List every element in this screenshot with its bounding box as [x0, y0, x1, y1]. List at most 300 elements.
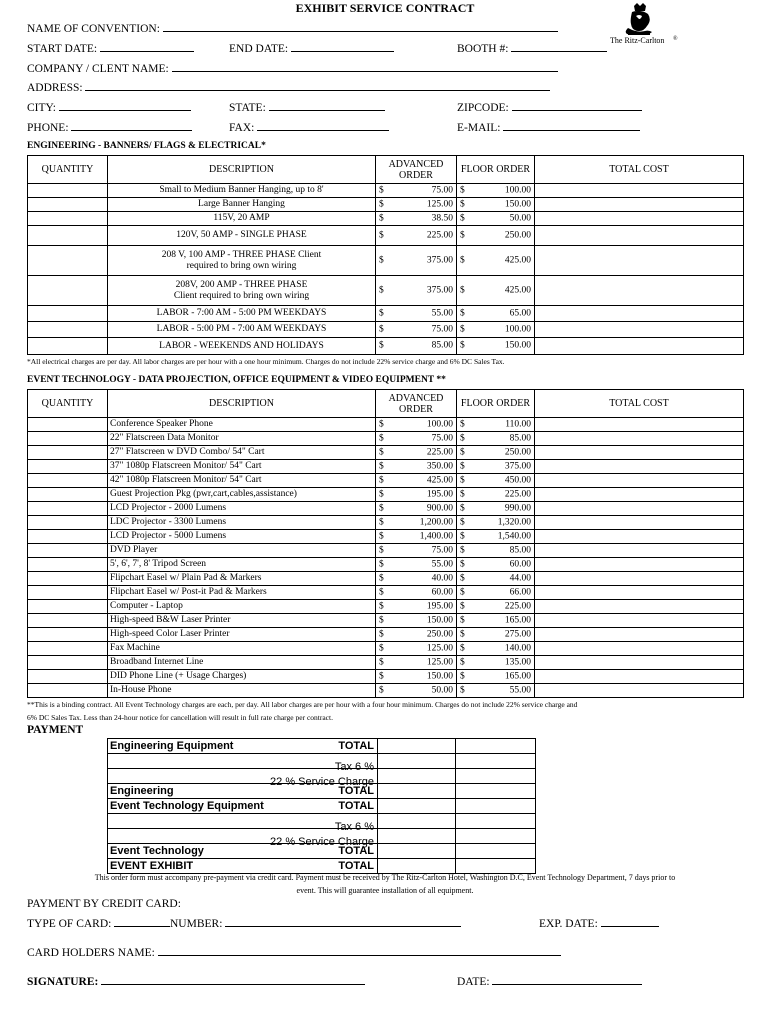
dollar-sign: $ [460, 615, 465, 625]
description-cell: LCD Projector - 5000 Lumens [108, 530, 376, 544]
quantity-cell[interactable] [28, 544, 108, 558]
company-label: COMPANY / CLENT NAME: [27, 63, 169, 75]
advanced-price-cell-value: 75.00 [431, 545, 453, 555]
quantity-cell[interactable] [28, 530, 108, 544]
dollar-sign: $ [379, 285, 384, 295]
quantity-cell[interactable] [28, 246, 108, 276]
engineering-row [28, 306, 744, 322]
quantity-header: QUANTITY [28, 156, 108, 184]
tech-row [28, 572, 744, 586]
description-cell [108, 198, 376, 212]
advanced-price-cell [376, 418, 457, 432]
total-cost-cell[interactable] [535, 614, 744, 628]
floor-price-cell [457, 572, 535, 586]
description-cell: Fax Machine [108, 642, 376, 656]
total-cost-cell[interactable] [535, 488, 744, 502]
total-cost-cell[interactable] [535, 572, 744, 586]
payment-row [108, 769, 536, 784]
dollar-sign: $ [379, 255, 384, 265]
engineering-header-row [28, 156, 744, 184]
payment-amount-cell[interactable] [378, 754, 456, 769]
floor-price-cell-value: 44.00 [509, 573, 531, 583]
payment-extra-cell[interactable] [456, 799, 536, 814]
floor-price-cell [457, 600, 535, 614]
quantity-cell[interactable] [28, 460, 108, 474]
dollar-sign: $ [379, 213, 384, 223]
card-type-input[interactable] [114, 915, 170, 927]
floor-price-cell-value: 165.00 [504, 615, 531, 625]
floor-price-cell-value: 100.00 [504, 185, 531, 195]
quantity-cell[interactable] [28, 322, 108, 338]
total-cost-cell[interactable] [535, 322, 744, 338]
floor-price-cell-value: 85.00 [509, 433, 531, 443]
payment-label-cell [108, 769, 378, 788]
description-line-1: LABOR - 5:00 PM - 7:00 AM WEEKDAYS [156, 324, 327, 334]
advanced-price-cell [376, 276, 457, 306]
email-input[interactable] [503, 119, 640, 131]
description-cell [108, 322, 376, 338]
total-cost-cell[interactable] [535, 586, 744, 600]
booth-label: BOOTH #: [457, 43, 509, 55]
floor-price-cell [457, 530, 535, 544]
total-cost-cell[interactable] [535, 558, 744, 572]
description-cell: 22" Flatscreen Data Monitor [108, 432, 376, 446]
quantity-cell[interactable] [28, 226, 108, 246]
zipcode-field[interactable] [457, 99, 642, 115]
total-cost-cell[interactable] [535, 418, 744, 432]
payment-extra-cell[interactable] [456, 784, 536, 799]
dollar-sign: $ [460, 601, 465, 611]
advanced-price-cell [376, 530, 457, 544]
payment-extra-cell[interactable] [456, 814, 536, 829]
advanced-price-cell-value: 55.00 [431, 559, 453, 569]
description-line-1: LABOR - 7:00 AM - 5:00 PM WEEKDAYS [156, 308, 327, 318]
payment-note-line-1: This order form must accompany pre-payment via credit card. Payment must be received by The Ritz-Carlton Hotel, Washington D.C, Event Technology Department, 7 days prior to [94, 873, 676, 882]
payment-row [108, 754, 536, 769]
floor-price-cell-value: 1,540.00 [497, 531, 531, 541]
tech-row [28, 432, 744, 446]
address-field[interactable] [27, 79, 550, 95]
dollar-sign: $ [379, 573, 384, 583]
dollar-sign: $ [460, 685, 465, 695]
tech-header-row [28, 390, 744, 418]
description-cell [108, 276, 376, 306]
convention-label: NAME OF CONVENTION: [27, 23, 160, 35]
booth-input[interactable] [511, 40, 607, 52]
advanced-price-cell-value: 125.00 [426, 643, 453, 653]
exp-date-label: EXP. DATE: [539, 918, 598, 930]
city-field[interactable] [27, 99, 191, 115]
payment-extra-cell[interactable] [456, 844, 536, 859]
fax-label: FAX: [229, 122, 255, 134]
payment-extra-cell[interactable] [456, 769, 536, 784]
quantity-cell[interactable] [28, 516, 108, 530]
floor-price-cell [457, 516, 535, 530]
payment-row [108, 844, 536, 859]
description-cell: High-speed Color Laser Printer [108, 628, 376, 642]
address-label: ADDRESS: [27, 82, 83, 94]
payment-extra-cell[interactable] [456, 754, 536, 769]
payment-line-type: TOTAL [338, 740, 374, 752]
description-line-1: 208 V, 100 AMP - THREE PHASE Client [161, 249, 322, 260]
floor-price-cell [457, 246, 535, 276]
description-header: DESCRIPTION [108, 390, 376, 418]
exp-date-input[interactable] [601, 915, 659, 927]
floor-price-cell [457, 226, 535, 246]
payment-row [108, 829, 536, 844]
description-line-1: 120V, 50 AMP - SINGLE PHASE [176, 230, 307, 240]
total-cost-cell[interactable] [535, 502, 744, 516]
quantity-cell[interactable] [28, 502, 108, 516]
payment-item-label: Engineering Equipment [110, 740, 234, 752]
quantity-cell[interactable] [28, 614, 108, 628]
dollar-sign: $ [460, 324, 465, 334]
description-cell [108, 338, 376, 355]
advanced-price-cell-value: 375.00 [426, 255, 453, 265]
quantity-cell[interactable] [28, 642, 108, 656]
tech-row [28, 446, 744, 460]
total-cost-cell[interactable] [535, 306, 744, 322]
phone-input[interactable] [71, 119, 192, 131]
signature-field[interactable] [27, 973, 365, 989]
advanced-price-cell [376, 502, 457, 516]
description-cell: 27" Flatscreen w DVD Combo/ 54" Cart [108, 446, 376, 460]
total-cost-cell[interactable] [535, 246, 744, 276]
floor-price-cell [457, 544, 535, 558]
quantity-cell[interactable] [28, 418, 108, 432]
engineering-section-title: ENGINEERING - BANNERS/ FLAGS & ELECTRICAL* [27, 141, 266, 151]
payment-extra-cell[interactable] [456, 859, 536, 874]
floor-price-cell-value: 225.00 [504, 601, 531, 611]
floor-price-cell-value: 425.00 [504, 285, 531, 295]
total-cost-cell[interactable] [535, 460, 744, 474]
payment-label-cell [108, 784, 378, 799]
description-cell: Conference Speaker Phone [108, 418, 376, 432]
quantity-cell[interactable] [28, 446, 108, 460]
dollar-sign: $ [379, 447, 384, 457]
card-number-input[interactable] [225, 915, 461, 927]
payment-amount-cell[interactable] [378, 844, 456, 859]
advanced-price-cell-value: 195.00 [426, 601, 453, 611]
total-cost-cell[interactable] [535, 184, 744, 198]
dollar-sign: $ [379, 230, 384, 240]
dollar-sign: $ [379, 531, 384, 541]
advanced-price-cell [376, 670, 457, 684]
total-cost-cell[interactable] [535, 198, 744, 212]
payment-label-cell [108, 829, 378, 848]
zipcode-input[interactable] [512, 99, 642, 111]
advanced-price-cell [376, 544, 457, 558]
advanced-price-cell [376, 460, 457, 474]
description-cell: High-speed B&W Laser Printer [108, 614, 376, 628]
advanced-price-cell [376, 628, 457, 642]
total-cost-cell[interactable] [535, 642, 744, 656]
dollar-sign: $ [460, 517, 465, 527]
total-cost-cell[interactable] [535, 530, 744, 544]
total-cost-cell[interactable] [535, 276, 744, 306]
payment-amount-cell[interactable] [378, 784, 456, 799]
floor-price-cell [457, 276, 535, 306]
floor-price-cell [457, 460, 535, 474]
payment-label-cell [108, 859, 378, 874]
payment-amount-cell[interactable] [378, 739, 456, 754]
floor-price-cell-value: 60.00 [509, 559, 531, 569]
card-holder-label: CARD HOLDERS NAME: [27, 947, 155, 959]
tech-row [28, 642, 744, 656]
city-input[interactable] [59, 99, 191, 111]
end-date-label: END DATE: [229, 43, 289, 55]
total-cost-header: TOTAL COST [535, 390, 744, 418]
email-field[interactable] [457, 119, 640, 135]
quantity-cell[interactable] [28, 600, 108, 614]
payment-item-label: Event Technology Equipment [110, 800, 264, 812]
advanced-price-cell [376, 516, 457, 530]
quantity-cell[interactable] [28, 212, 108, 226]
tech-row [28, 516, 744, 530]
dollar-sign: $ [460, 573, 465, 583]
dollar-sign: $ [460, 255, 465, 265]
payment-amount-cell[interactable] [378, 814, 456, 829]
payment-row [108, 814, 536, 829]
dollar-sign: $ [379, 629, 384, 639]
card-holder-input[interactable] [158, 944, 561, 956]
tech-row [28, 418, 744, 432]
advanced-price-cell-value: 150.00 [426, 671, 453, 681]
dollar-sign: $ [460, 503, 465, 513]
quantity-cell[interactable] [28, 488, 108, 502]
advanced-price-cell [376, 684, 457, 698]
advanced-price-cell-value: 75.00 [431, 185, 453, 195]
dollar-sign: $ [379, 185, 384, 195]
tech-row [28, 684, 744, 698]
advanced-price-cell [376, 246, 457, 276]
quantity-cell[interactable] [28, 338, 108, 355]
phone-label: PHONE: [27, 122, 69, 134]
description-cell: In-House Phone [108, 684, 376, 698]
advanced-price-cell-value: 225.00 [426, 447, 453, 457]
quantity-cell[interactable] [28, 558, 108, 572]
description-cell [108, 184, 376, 198]
floor-price-cell [457, 670, 535, 684]
card-holder-field[interactable] [27, 944, 561, 960]
total-cost-cell[interactable] [535, 544, 744, 558]
floor-price-cell-value: 66.00 [509, 587, 531, 597]
payment-label-cell [108, 844, 378, 859]
total-cost-header: TOTAL COST [535, 156, 744, 184]
dollar-sign: $ [379, 503, 384, 513]
dollar-sign: $ [379, 419, 384, 429]
payment-line-type: 22 % Service Charge [270, 836, 374, 848]
advanced-price-cell [376, 474, 457, 488]
total-cost-cell[interactable] [535, 432, 744, 446]
description-cell [108, 226, 376, 246]
floor-price-cell-value: 425.00 [504, 255, 531, 265]
company-input[interactable] [172, 60, 558, 72]
quantity-cell[interactable] [28, 276, 108, 306]
total-cost-cell[interactable] [535, 600, 744, 614]
convention-input[interactable] [163, 20, 558, 32]
payment-amount-cell[interactable] [378, 859, 456, 874]
start-date-field[interactable] [27, 40, 194, 56]
payment-label-cell [108, 814, 378, 833]
description-cell: DID Phone Line (+ Usage Charges) [108, 670, 376, 684]
dollar-sign: $ [460, 531, 465, 541]
card-number-label: NUMBER: [170, 918, 223, 930]
dollar-sign: $ [460, 475, 465, 485]
floor-price-cell-value: 225.00 [504, 489, 531, 499]
company-field[interactable] [27, 60, 558, 76]
quantity-header: QUANTITY [28, 390, 108, 418]
advanced-price-cell [376, 432, 457, 446]
advanced-price-cell-value: 100.00 [426, 419, 453, 429]
total-cost-cell[interactable] [535, 446, 744, 460]
card-type-field[interactable] [27, 915, 170, 931]
quantity-cell[interactable] [28, 474, 108, 488]
floor-price-cell [457, 558, 535, 572]
payment-amount-cell[interactable] [378, 769, 456, 784]
signature-input[interactable] [101, 973, 365, 985]
floor-price-cell-value: 250.00 [504, 230, 531, 240]
credit-card-title: PAYMENT BY CREDIT CARD: [27, 898, 181, 910]
total-cost-cell[interactable] [535, 628, 744, 642]
payment-amount-cell[interactable] [378, 829, 456, 844]
card-number-field[interactable] [170, 915, 461, 931]
floor-price-cell-value: 450.00 [504, 475, 531, 485]
quantity-cell[interactable] [28, 306, 108, 322]
tech-row [28, 628, 744, 642]
email-label: E-MAIL: [457, 122, 501, 134]
floor-price-cell [457, 306, 535, 322]
total-cost-cell[interactable] [535, 338, 744, 355]
exp-date-field[interactable] [539, 915, 659, 931]
dollar-sign: $ [379, 433, 384, 443]
advanced-price-cell [376, 322, 457, 338]
advanced-price-cell [376, 198, 457, 212]
date-field[interactable] [457, 973, 642, 989]
advanced-price-cell-value: 1,400.00 [419, 531, 453, 541]
floor-price-cell-value: 150.00 [504, 199, 531, 209]
advanced-price-cell-value: 195.00 [426, 489, 453, 499]
start-date-input[interactable] [100, 40, 194, 52]
advanced-price-cell [376, 558, 457, 572]
advanced-price-cell-value: 85.00 [431, 340, 453, 351]
dollar-sign: $ [379, 587, 384, 597]
advanced-order-header: ADVANCED ORDER [376, 156, 457, 184]
payment-note-line-2: event. This will guarantee installation of all equipment. [296, 886, 474, 895]
payment-line-type: Tax 6 % [334, 761, 374, 773]
dollar-sign: $ [379, 615, 384, 625]
floor-price-cell [457, 586, 535, 600]
date-label: DATE: [457, 976, 490, 988]
floor-order-header: FLOOR ORDER [457, 390, 535, 418]
dollar-sign: $ [379, 324, 384, 334]
total-cost-cell[interactable] [535, 656, 744, 670]
fax-input[interactable] [257, 119, 389, 131]
quantity-cell[interactable] [28, 198, 108, 212]
tech-row [28, 614, 744, 628]
dollar-sign: $ [460, 643, 465, 653]
advanced-order-header: ADVANCED ORDER [376, 390, 457, 418]
card-type-label: TYPE OF CARD: [27, 918, 112, 930]
tech-row [28, 600, 744, 614]
payment-item-label: Engineering [110, 785, 174, 797]
quantity-cell[interactable] [28, 432, 108, 446]
advanced-price-cell-value: 38.50 [431, 213, 453, 223]
phone-field[interactable] [27, 119, 192, 135]
floor-price-cell-value: 135.00 [504, 657, 531, 667]
advanced-price-cell [376, 184, 457, 198]
quantity-cell[interactable] [28, 670, 108, 684]
advanced-price-cell-value: 40.00 [431, 573, 453, 583]
description-cell: LDC Projector - 3300 Lumens [108, 516, 376, 530]
tech-row [28, 474, 744, 488]
description-cell: 5', 6', 7', 8' Tripod Screen [108, 558, 376, 572]
state-label: STATE: [229, 102, 266, 114]
description-cell: Guest Projection Pkg (pwr,cart,cables,assistance) [108, 488, 376, 502]
advanced-price-cell-value: 75.00 [431, 433, 453, 443]
convention-field[interactable] [27, 20, 558, 36]
payment-label-cell [108, 754, 378, 773]
description-cell: 37" 1080p Flatscreen Monitor/ 54" Cart [108, 460, 376, 474]
quantity-cell[interactable] [28, 572, 108, 586]
dollar-sign: $ [379, 657, 384, 667]
total-cost-cell[interactable] [535, 670, 744, 684]
date-input[interactable] [492, 973, 642, 985]
engineering-row [28, 212, 744, 226]
description-header: DESCRIPTION [108, 156, 376, 184]
payment-extra-cell[interactable] [456, 829, 536, 844]
payment-row [108, 784, 536, 799]
total-cost-cell[interactable] [535, 684, 744, 698]
tech-row [28, 488, 744, 502]
payment-amount-cell[interactable] [378, 799, 456, 814]
payment-item-label: Event Technology [110, 845, 204, 857]
advanced-price-cell [376, 212, 457, 226]
total-cost-cell[interactable] [535, 516, 744, 530]
payment-extra-cell[interactable] [456, 739, 536, 754]
quantity-cell[interactable] [28, 656, 108, 670]
booth-field[interactable] [457, 40, 607, 56]
tech-row [28, 544, 744, 558]
state-input[interactable] [269, 99, 385, 111]
address-input[interactable] [85, 79, 550, 91]
floor-price-cell [457, 322, 535, 338]
total-cost-cell[interactable] [535, 474, 744, 488]
dollar-sign: $ [460, 461, 465, 471]
description-cell [108, 246, 376, 276]
fax-field[interactable] [229, 119, 389, 135]
end-date-field[interactable] [229, 40, 394, 56]
end-date-input[interactable] [291, 40, 394, 52]
dollar-sign: $ [460, 308, 465, 318]
zipcode-label: ZIPCODE: [457, 102, 509, 114]
tech-row [28, 558, 744, 572]
engineering-row [28, 338, 744, 355]
quantity-cell[interactable] [28, 628, 108, 642]
dollar-sign: $ [460, 185, 465, 195]
state-field[interactable] [229, 99, 385, 115]
total-cost-cell[interactable] [535, 212, 744, 226]
dollar-sign: $ [379, 643, 384, 653]
engineering-row [28, 184, 744, 198]
total-cost-cell[interactable] [535, 226, 744, 246]
engineering-row [28, 246, 744, 276]
quantity-cell[interactable] [28, 586, 108, 600]
quantity-cell[interactable] [28, 184, 108, 198]
advanced-price-cell-value: 150.00 [426, 615, 453, 625]
floor-price-cell-value: 150.00 [504, 340, 531, 351]
quantity-cell[interactable] [28, 684, 108, 698]
